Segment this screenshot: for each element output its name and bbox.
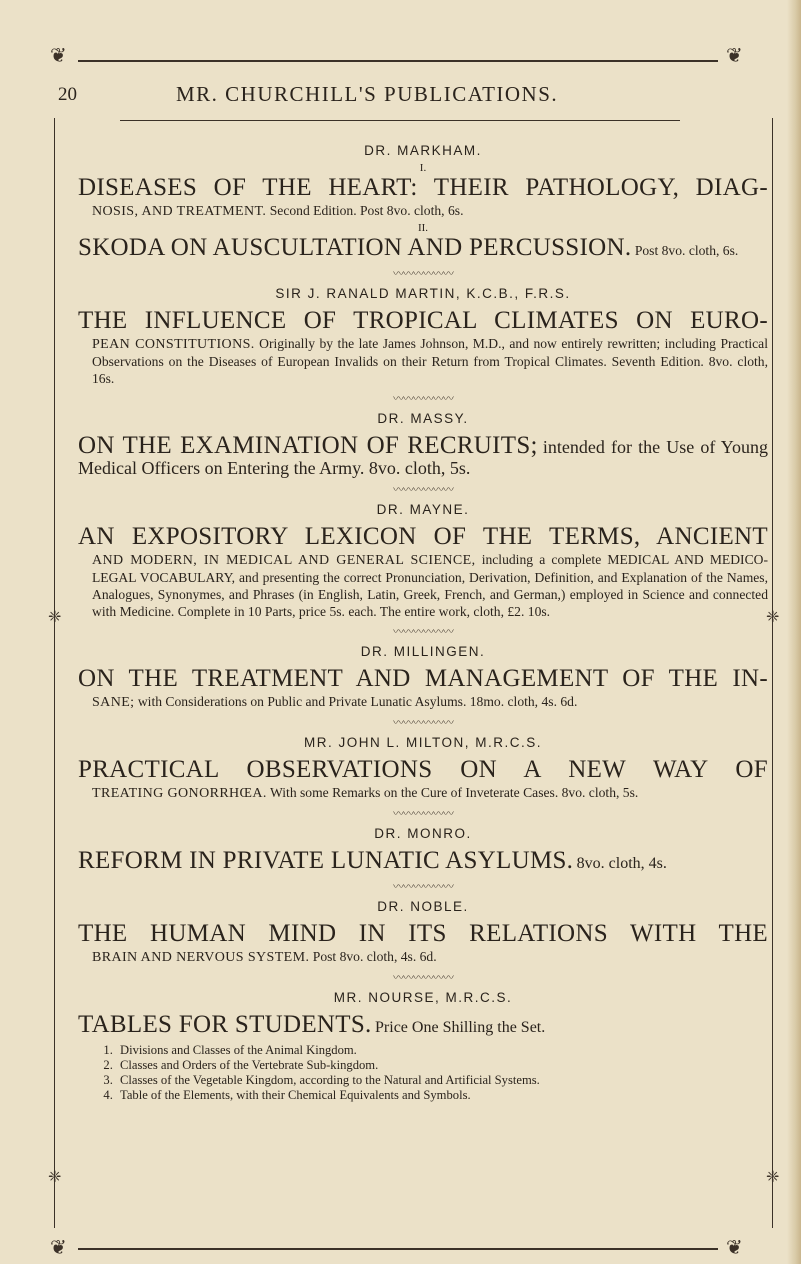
book-title-continued: BRAIN AND NERVOUS SYSTEM. <box>92 950 310 965</box>
list-item: 1. Divisions and Classes of the Animal Kingdom. <box>116 1043 768 1058</box>
wavy-divider: 〰〰〰〰〰〰 <box>393 808 453 820</box>
book-details: including a complete MEDICAL AND MEDICO-LEGAL VOCABULARY, and presenting the correct Pronunciation, Derivation, Definition, and Explanation of the Names, Analogues, Synonymes, and Phrases (in English, Latin, Greek, French, and German,) employed in Science and connected with Medicine. Complete in 10 Parts, price 5s. each. The entire work, cloth, £2. 10s. <box>92 552 768 619</box>
book-title-continued: TREATING GONORRHŒA. <box>92 786 267 801</box>
author-heading: MR. NOURSE, M.R.C.S. <box>333 990 513 1005</box>
author-heading: SIR J. RANALD MARTIN, K.C.B., F.R.S. <box>275 286 571 301</box>
book-entry <box>78 665 768 711</box>
book-details: intended for the Use of Young Medical Officers on Entering the Army. 8vo. cloth, 5s. <box>78 437 768 478</box>
book-title-continued: AND MODERN, IN MEDICAL AND GENERAL SCIENCE, <box>92 553 476 568</box>
side-ornament-right-lower: ❈ <box>766 1169 780 1186</box>
book-title: PRACTICAL OBSERVATIONS ON A NEW WAY OF <box>78 756 768 783</box>
wavy-divider: 〰〰〰〰〰〰 <box>393 881 453 893</box>
item-numeral: II. <box>417 222 429 234</box>
table-list <box>78 1043 768 1103</box>
book-details: with Considerations on Public and Private Lunatic Asylums. 18mo. cloth, 4s. 6d. <box>137 694 578 709</box>
corner-ornament-bottom-left: ❦ <box>50 1237 67 1259</box>
book-entry <box>78 920 768 966</box>
author-heading: DR. NOBLE. <box>377 899 469 914</box>
book-details: With some Remarks on the Cure of Inveterate Cases. 8vo. cloth, 5s. <box>269 785 639 800</box>
list-item: 4. Table of the Elements, with their Chemical Equivalents and Symbols. <box>116 1088 768 1103</box>
book-title: TABLES FOR STUDENTS. <box>78 1011 372 1038</box>
wavy-divider: 〰〰〰〰〰〰 <box>393 484 453 496</box>
book-details: Price One Shilling the Set. <box>375 1019 546 1036</box>
book-title: SKODA ON AUSCULTATION AND PERCUSSION. <box>78 234 632 261</box>
book-entry <box>78 174 768 220</box>
corner-ornament-bottom-right: ❦ <box>726 1237 743 1259</box>
item-numeral: I. <box>419 162 427 174</box>
left-border-rule <box>54 118 55 1228</box>
book-details: 8vo. cloth, 4s. <box>576 855 667 872</box>
author-heading: DR. MASSY. <box>377 411 469 426</box>
book-entry <box>78 234 768 262</box>
corner-ornament-top-left: ❦ <box>50 45 67 67</box>
book-title: REFORM IN PRIVATE LUNATIC ASYLUMS. <box>78 847 574 874</box>
book-entry <box>78 523 768 620</box>
book-entry <box>78 1011 768 1039</box>
book-details: Post 8vo. cloth, 6s. <box>634 243 739 258</box>
wavy-divider: 〰〰〰〰〰〰 <box>393 393 453 405</box>
book-entry <box>78 756 768 802</box>
author-heading: DR. MAYNE. <box>376 502 470 517</box>
bottom-border-rule <box>78 1248 718 1250</box>
side-ornament-right-upper: ❈ <box>766 609 780 626</box>
book-title: ON THE TREATMENT AND MANAGEMENT OF THE IN- <box>78 665 768 692</box>
book-title: THE HUMAN MIND IN ITS RELATIONS WITH THE <box>78 920 768 947</box>
wavy-divider: 〰〰〰〰〰〰 <box>393 972 453 984</box>
book-entry <box>78 847 768 875</box>
book-title: THE INFLUENCE OF TROPICAL CLIMATES ON EURO- <box>78 307 768 334</box>
running-title: MR. CHURCHILL'S PUBLICATIONS. <box>176 82 559 106</box>
book-title: DISEASES OF THE HEART: THEIR PATHOLOGY, DIAG- <box>78 174 768 201</box>
book-details: Second Edition. Post 8vo. cloth, 6s. <box>269 203 464 218</box>
book-details: Post 8vo. cloth, 4s. 6d. <box>312 949 437 964</box>
wavy-divider: 〰〰〰〰〰〰 <box>393 268 453 280</box>
list-item: 2. Classes and Orders of the Vertebrate Sub-kingdom. <box>116 1058 768 1073</box>
wavy-divider: 〰〰〰〰〰〰 <box>393 626 453 638</box>
book-details: Originally by the late James Johnson, M.D., and now entirely rewritten; including Practical Observations on the Diseases of European Invalids on their Return from Tropical Climates. Seventh Edition. 8vo. cloth, 16s. <box>92 336 768 386</box>
corner-ornament-top-right: ❦ <box>726 45 743 67</box>
right-border-rule <box>772 118 773 1228</box>
side-ornament-left-lower: ❈ <box>48 1169 62 1186</box>
page-number: 20 <box>58 84 77 105</box>
author-heading: MR. JOHN L. MILTON, M.R.C.S. <box>303 735 542 750</box>
header-rule <box>120 120 680 121</box>
list-item: 3. Classes of the Vegetable Kingdom, according to the Natural and Artificial Systems. <box>116 1073 768 1088</box>
author-heading: DR. MARKHAM. <box>364 143 482 158</box>
book-entry <box>78 307 768 387</box>
book-title-continued: SANE; <box>92 695 135 710</box>
wavy-divider: 〰〰〰〰〰〰 <box>393 717 453 729</box>
author-heading: DR. MILLINGEN. <box>360 644 486 659</box>
book-entry <box>78 432 768 478</box>
book-title: ON THE EXAMINATION OF RECRUITS; <box>78 432 538 459</box>
book-title-continued: NOSIS, AND TREATMENT. <box>92 204 267 219</box>
book-title: AN EXPOSITORY LEXICON OF THE TERMS, ANCIENT <box>78 523 768 550</box>
side-ornament-left-upper: ❈ <box>48 609 62 626</box>
book-title-continued: PEAN CONSTITUTIONS. <box>92 337 255 352</box>
page-content <box>78 142 768 1103</box>
top-border-rule <box>78 60 718 62</box>
page-edge <box>787 0 801 1264</box>
author-heading: DR. MONRO. <box>374 826 472 841</box>
